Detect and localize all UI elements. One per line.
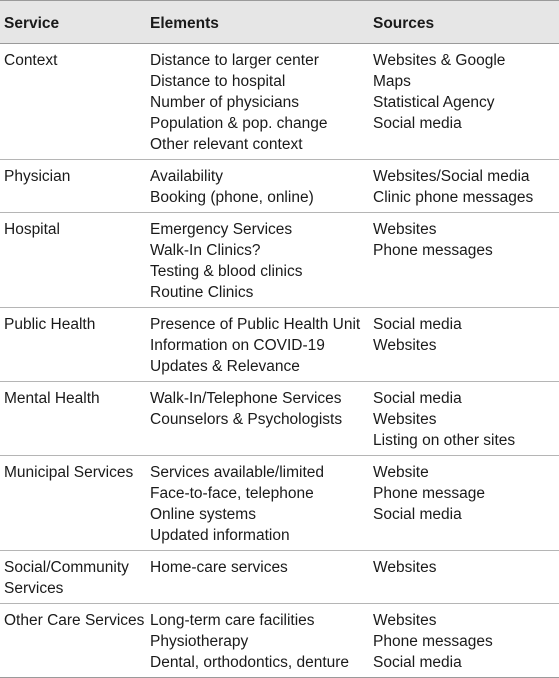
- sources-line: Websites: [373, 559, 437, 576]
- elements-line: Availability: [150, 168, 223, 185]
- sources-line: Social media: [373, 654, 462, 671]
- elements-line: Distance to larger center: [150, 52, 319, 69]
- sources-line: Websites: [373, 612, 437, 629]
- elements-line: Long-term care facilities: [150, 612, 315, 629]
- sources-line: Website: [373, 464, 429, 481]
- service-cell: [4, 610, 144, 631]
- table-row: [0, 382, 559, 456]
- table-row: [0, 456, 559, 551]
- elements-line: Walk-In/Telephone Services: [150, 390, 342, 407]
- table-row: [0, 44, 559, 160]
- sources-line: Listing on other sites: [373, 432, 516, 449]
- sources-cell: [373, 462, 485, 525]
- elements-line: Information on COVID-19: [150, 337, 325, 354]
- service-line: Context: [4, 52, 58, 69]
- elements-line: Walk-In Clinics?: [150, 242, 261, 259]
- elements-line: Emergency Services: [150, 221, 293, 238]
- elements-cell: [150, 314, 360, 377]
- sources-line: Statistical Agency: [373, 94, 495, 111]
- sources-line: Websites/Social media: [373, 168, 530, 185]
- sources-line: Websites: [373, 337, 437, 354]
- table-row: [0, 308, 559, 382]
- header-service: Service: [4, 15, 60, 32]
- elements-line: Distance to hospital: [150, 73, 286, 90]
- sources-line: Websites: [373, 411, 437, 428]
- header-sources: Sources: [373, 15, 435, 32]
- sources-cell: [373, 388, 515, 451]
- elements-line: Face-to-face, telephone: [150, 485, 314, 502]
- elements-line: Home-care services: [150, 559, 288, 576]
- table-row: [0, 160, 559, 213]
- elements-line: Presence of Public Health Unit: [150, 316, 361, 333]
- elements-line: Counselors & Psychologists: [150, 411, 343, 428]
- service-line: Social/Community: [4, 559, 129, 576]
- sources-line: Phone message: [373, 485, 486, 502]
- elements-line: Booking (phone, online): [150, 189, 314, 206]
- table-header: [0, 0, 559, 44]
- elements-line: Routine Clinics: [150, 284, 254, 301]
- service-line: Hospital: [4, 221, 60, 238]
- elements-cell: [150, 610, 349, 673]
- elements-cell: [150, 166, 314, 208]
- sources-cell: [373, 50, 505, 134]
- service-cell: [4, 557, 129, 599]
- elements-cell: [150, 462, 324, 546]
- elements-line: Testing & blood clinics: [150, 263, 303, 280]
- elements-line: Other relevant context: [150, 136, 303, 153]
- service-cell: [4, 166, 70, 187]
- service-cell: [4, 219, 60, 240]
- elements-line: Population & pop. change: [150, 115, 328, 132]
- service-cell: [4, 462, 133, 483]
- sources-cell: [373, 219, 493, 261]
- sources-line: Websites: [373, 221, 437, 238]
- service-cell: [4, 50, 57, 71]
- sources-line: Websites & Google: [373, 52, 506, 69]
- elements-cell: [150, 219, 303, 303]
- sources-cell: [373, 610, 493, 673]
- elements-line: Updates & Relevance: [150, 358, 300, 375]
- elements-cell: [150, 388, 342, 430]
- sources-cell: [373, 166, 533, 208]
- service-line: Public Health: [4, 316, 96, 333]
- sources-line: Social media: [373, 390, 462, 407]
- elements-line: Number of physicians: [150, 94, 300, 111]
- elements-line: Online systems: [150, 506, 256, 523]
- elements-line: Updated information: [150, 527, 290, 544]
- sources-line: Clinic phone messages: [373, 189, 534, 206]
- sources-line: Phone messages: [373, 633, 493, 650]
- elements-line: Physiotherapy: [150, 633, 249, 650]
- service-line: Services: [4, 580, 64, 597]
- service-line: Other Care Services: [4, 612, 145, 629]
- header-elements: Elements: [150, 15, 219, 32]
- service-cell: [4, 314, 95, 335]
- elements-line: Services available/limited: [150, 464, 325, 481]
- sources-line: Social media: [373, 506, 462, 523]
- elements-line: Dental, orthodontics, denture: [150, 654, 350, 671]
- sources-cell: [373, 314, 462, 356]
- service-cell: [4, 388, 100, 409]
- elements-cell: [150, 50, 328, 155]
- service-line: Physician: [4, 168, 71, 185]
- sources-line: Social media: [373, 115, 462, 132]
- elements-cell: [150, 557, 288, 578]
- table-row: [0, 551, 559, 604]
- service-line: Municipal Services: [4, 464, 134, 481]
- sources-cell: [373, 557, 436, 578]
- sources-line: Social media: [373, 316, 462, 333]
- table-row: [0, 604, 559, 678]
- table-body: [0, 44, 559, 678]
- table-row: [0, 213, 559, 308]
- sources-line: Phone messages: [373, 242, 493, 259]
- sources-line: Maps: [373, 73, 411, 90]
- service-line: Mental Health: [4, 390, 100, 407]
